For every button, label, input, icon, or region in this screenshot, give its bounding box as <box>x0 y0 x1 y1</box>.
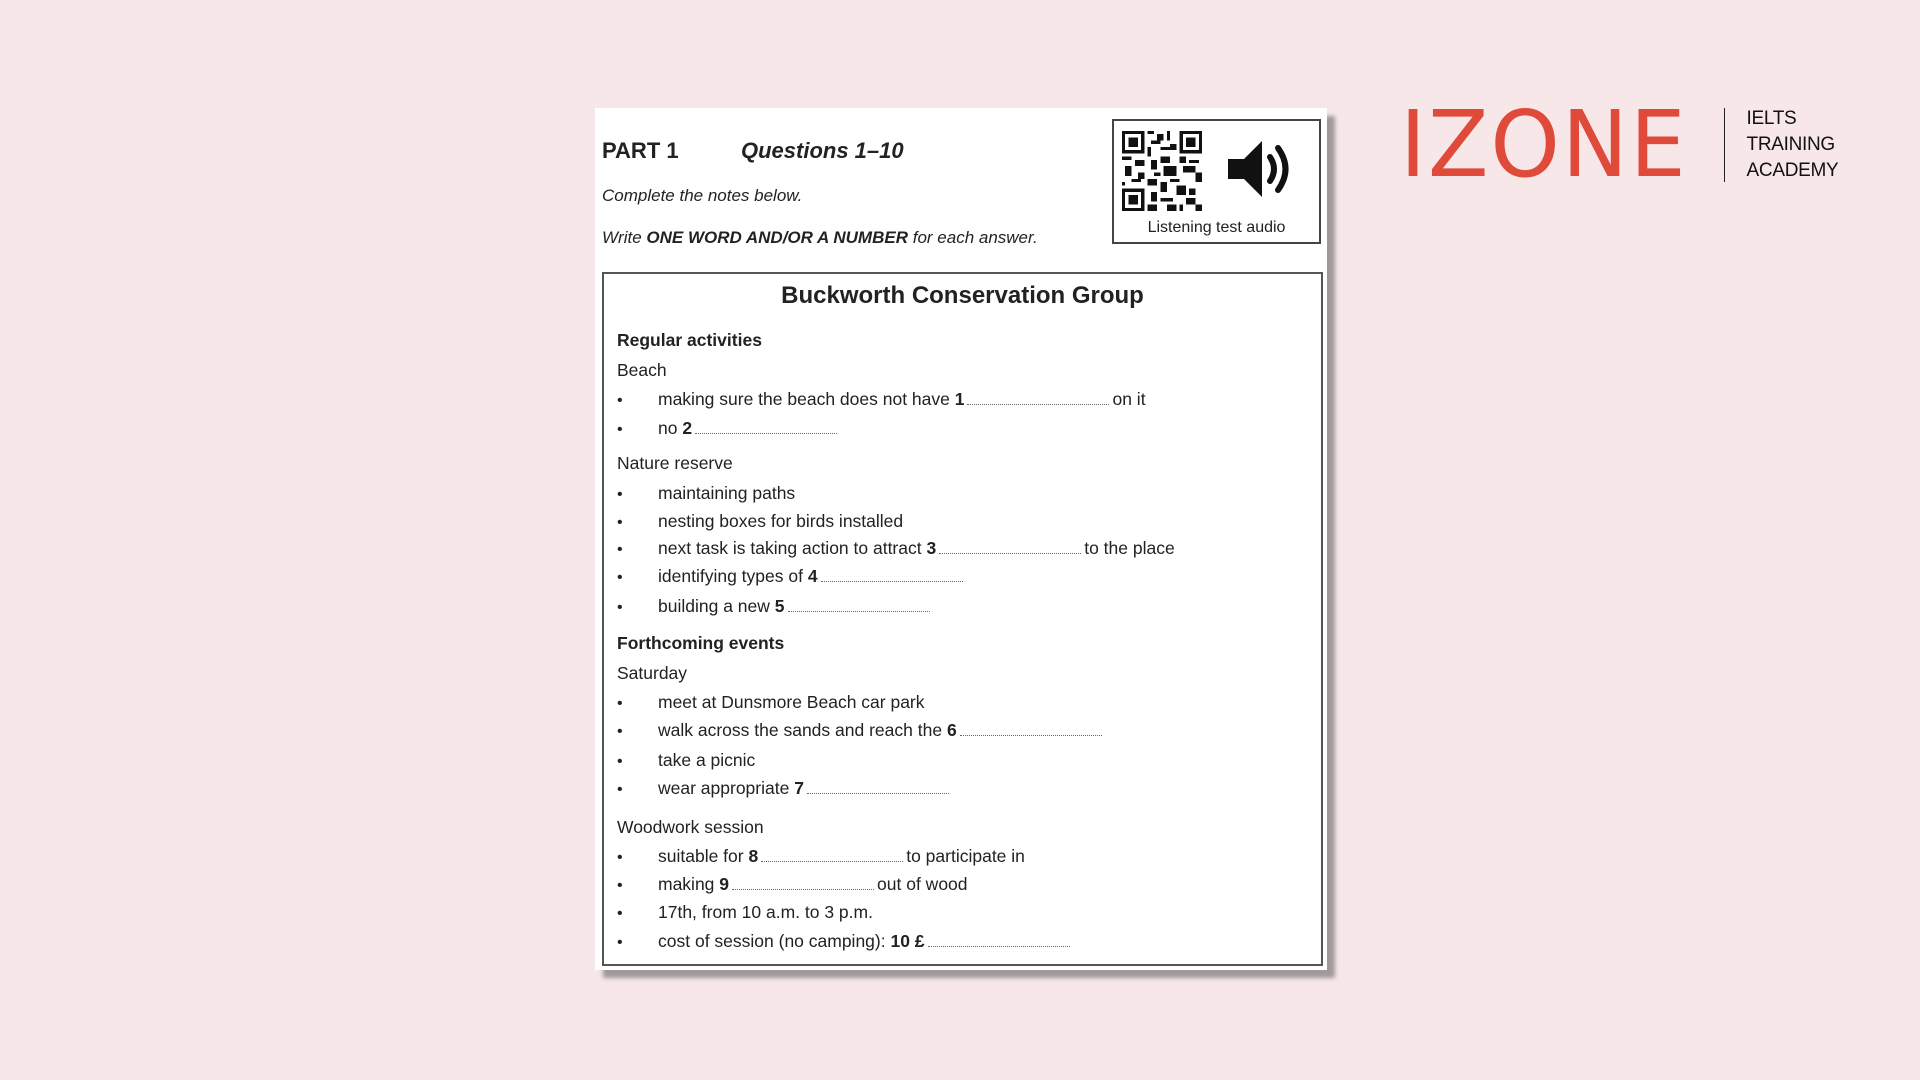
list-item <box>617 389 1146 410</box>
list-item <box>617 902 873 923</box>
group-label: Saturday <box>617 663 688 683</box>
item-text: cost of session (no camping): <box>658 931 886 951</box>
list-item <box>617 511 903 532</box>
answer-blank[interactable] <box>928 934 1070 947</box>
qr-code-icon[interactable] <box>1122 131 1202 211</box>
item-text: on it <box>1112 389 1146 409</box>
questions-range: Questions 1–10 <box>741 138 904 163</box>
notes-title: Buckworth Conservation Group <box>781 282 1144 309</box>
item-text: to the place <box>1084 538 1175 558</box>
answer-blank[interactable] <box>967 392 1109 405</box>
answer-blank[interactable] <box>761 849 903 862</box>
logo-wordmark: IZONE <box>1400 91 1688 198</box>
group-label: Beach <box>617 360 667 380</box>
answer-blank[interactable] <box>732 877 874 890</box>
item-text: wear appropriate <box>658 778 790 798</box>
answer-blank[interactable] <box>821 569 963 582</box>
speaker-icon[interactable] <box>1224 135 1304 203</box>
question-number: 8 <box>748 846 759 866</box>
list-item <box>617 846 1025 867</box>
item-text: 17th, from 10 a.m. to 3 p.m. <box>658 902 873 922</box>
instruction-text: for each answer. <box>908 228 1038 247</box>
logo-subtitle <box>1747 106 1839 184</box>
question-number: 3 <box>926 538 937 558</box>
exam-sheet <box>595 108 1327 970</box>
instruction-text: Write <box>602 228 647 247</box>
item-text: maintaining paths <box>658 483 796 503</box>
list-item <box>617 538 1175 559</box>
answer-blank[interactable] <box>695 421 837 434</box>
logo-divider <box>1724 108 1725 182</box>
answer-blank[interactable] <box>939 541 1081 554</box>
logo-subtitle-line: TRAINING <box>1746 134 1835 155</box>
list-item <box>617 596 933 617</box>
answer-blank[interactable] <box>960 723 1102 736</box>
question-number: 10 £ <box>890 931 925 951</box>
item-text: identifying types of <box>658 566 803 586</box>
item-text: building a new <box>658 596 770 616</box>
item-text: making <box>658 874 715 894</box>
question-number: 1 <box>954 389 965 409</box>
item-text: nesting boxes for birds installed <box>658 511 904 531</box>
audio-caption: Listening test audio <box>1147 219 1286 236</box>
instruction-complete: Complete the notes below. <box>602 186 803 205</box>
item-text: making sure the beach does not have <box>658 389 950 409</box>
list-item <box>617 778 952 799</box>
list-item <box>617 720 1105 741</box>
question-number: 9 <box>719 874 730 894</box>
group-label: Nature reserve <box>617 453 733 473</box>
section-heading: Regular activities <box>617 330 762 350</box>
notes-form <box>602 272 1323 966</box>
question-number: 7 <box>794 778 804 798</box>
question-number: 5 <box>774 596 785 616</box>
item-text: walk across the sands and reach the <box>658 720 943 740</box>
question-number: 2 <box>682 418 693 438</box>
izone-logo <box>1400 91 1839 198</box>
item-text: out of wood <box>877 874 968 894</box>
logo-subtitle-line: IELTS <box>1746 108 1797 129</box>
item-text: to participate in <box>906 846 1025 866</box>
group-label: Woodwork session <box>617 817 764 837</box>
list-item <box>617 874 968 895</box>
list-item <box>617 750 755 771</box>
section-heading: Forthcoming events <box>617 633 785 653</box>
instruction-emphasis: ONE WORD AND/OR A NUMBER <box>646 228 908 247</box>
list-item <box>617 566 966 587</box>
question-number: 6 <box>946 720 957 740</box>
list-item <box>617 931 1073 952</box>
item-text: no <box>658 418 678 438</box>
audio-box[interactable] <box>1112 119 1321 244</box>
logo-subtitle-line: ACADEMY <box>1746 160 1839 181</box>
item-text: suitable for <box>658 846 744 866</box>
item-text: take a picnic <box>658 750 756 770</box>
list-item <box>617 483 795 504</box>
answer-blank[interactable] <box>807 781 949 794</box>
question-number: 4 <box>807 566 818 586</box>
answer-blank[interactable] <box>788 599 930 612</box>
list-item <box>617 418 840 439</box>
part-title: PART 1 <box>602 138 679 163</box>
item-text: meet at Dunsmore Beach car park <box>658 692 925 712</box>
list-item <box>617 692 925 713</box>
item-text: next task is taking action to attract <box>658 538 922 558</box>
instruction-word-limit <box>602 228 1038 248</box>
